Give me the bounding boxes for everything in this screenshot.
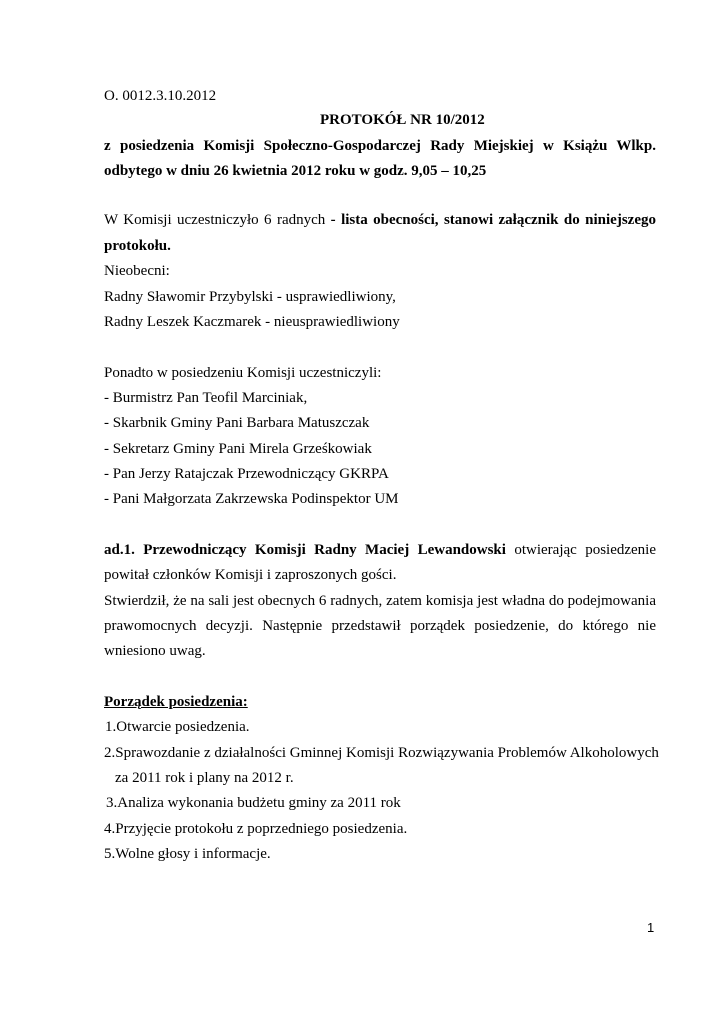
attendance-intro-continuation: protokołu. <box>104 238 171 254</box>
guest-item: - Burmistrz Pan Teofil Marciniak, <box>104 390 308 406</box>
attendance-intro-bold: - lista obecności, stanowi załącznik do niniejszego <box>330 212 656 228</box>
agenda-item: 2.Sprawozdanie z działalności Gminnej Komisji Rozwiązywania Problemów Alkoholowych <box>104 745 659 761</box>
guest-item: - Pani Małgorzata Zakrzewska Podinspektor UM <box>104 491 399 507</box>
guests-label: Ponadto w posiedzeniu Komisji uczestniczyli: <box>104 365 382 381</box>
absent-member: Radny Sławomir Przybylski - usprawiedliwiony, <box>104 289 396 305</box>
document-title: PROTOKÓŁ NR 10/2012 <box>320 112 485 128</box>
agenda-item: 5.Wolne głosy i informacje. <box>104 846 271 862</box>
ad1-line-3: Stwierdził, że na sali jest obecnych 6 radnych, zatem komisja jest władna do podejmowania <box>104 593 656 609</box>
guest-item: - Pan Jerzy Ratajczak Przewodniczący GKRPA <box>104 466 389 482</box>
ad1-line-5: wniesiono uwag. <box>104 643 206 659</box>
reference-number: O. 0012.3.10.2012 <box>104 88 217 104</box>
agenda-item: 3.Analiza wykonania budżetu gminy za 2011 rok <box>106 795 401 811</box>
ad1-line-1-rest: otwierając posiedzenie <box>505 542 657 558</box>
ad1-line-2: powitał członków Komisji i zaproszonych gości. <box>104 567 397 583</box>
attendance-intro-text: W Komisji uczestniczyło 6 radnych <box>104 212 331 228</box>
attendance-intro <box>104 211 656 229</box>
absent-member: Radny Leszek Kaczmarek - nieusprawiedliwiony <box>104 314 400 330</box>
absent-label: Nieobecni: <box>104 263 170 279</box>
guest-item: - Skarbnik Gminy Pani Barbara Matuszczak <box>104 415 370 431</box>
agenda-item-continuation: za 2011 rok i plany na 2012 r. <box>115 770 294 786</box>
agenda-heading: Porządek posiedzenia: <box>104 694 248 710</box>
ad1-line-1 <box>104 541 656 559</box>
page-number: 1 <box>647 920 655 935</box>
meeting-description-line-1: z posiedzenia Komisji Społeczno-Gospodarczej Rady Miejskiej w Książu Wlkp. <box>104 138 656 154</box>
guest-item: - Sekretarz Gminy Pani Mirela Grześkowiak <box>104 441 372 457</box>
ad1-line-4: prawomocnych decyzji. Następnie przedstawił porządek posiedzenie, do którego nie <box>104 618 656 634</box>
meeting-description-line-2: odbytego w dniu 26 kwietnia 2012 roku w godz. 9,05 – 10,25 <box>104 163 487 179</box>
ad1-chairman: ad.1. Przewodniczący Komisji Radny Maciej Lewandowski <box>104 542 506 558</box>
agenda-item: 1.Otwarcie posiedzenia. <box>105 719 250 735</box>
agenda-item: 4.Przyjęcie protokołu z poprzedniego posiedzenia. <box>104 821 408 837</box>
